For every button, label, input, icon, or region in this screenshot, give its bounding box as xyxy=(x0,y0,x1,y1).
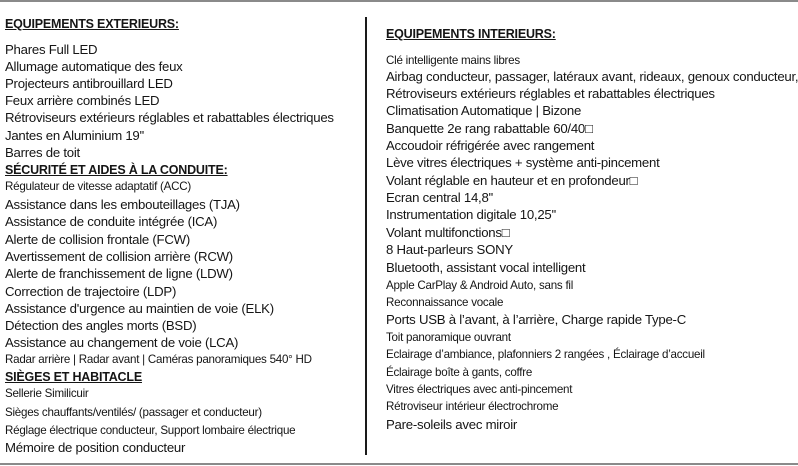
list-item: Vitres électriques avec anti-pincement xyxy=(386,383,573,396)
list-item: Mémoire de position conducteur xyxy=(5,440,186,455)
list-item: Assistance au changement de voie (LCA) xyxy=(5,335,239,350)
column-divider xyxy=(365,17,367,455)
list-item: Ports USB à l’avant, à l’arrière, Charge rapide Type-C xyxy=(386,312,686,327)
list-item: Volant réglable en hauteur et en profondeur□ xyxy=(386,173,638,188)
list-item: Climatisation Automatique | Bizone xyxy=(386,103,582,118)
list-item: Rétroviseurs extérieurs réglables et rabattables électriques xyxy=(5,110,334,125)
list-item: Assistance dans les embouteillages (TJA) xyxy=(5,197,240,212)
list-item: Pare-soleils avec miroir xyxy=(386,417,518,432)
list-item: Sièges chauffants/ventilés/ (passager et conducteur) xyxy=(5,406,262,419)
section-title-sieges: SIÈGES ET HABITACLE xyxy=(5,370,142,384)
top-border xyxy=(0,0,798,2)
list-item: Assistance d'urgence au maintien de voie (ELK) xyxy=(5,301,274,316)
list-item: Rétroviseurs extérieurs réglables et rabattables électriques xyxy=(386,86,715,101)
list-item: Rétroviseur intérieur électrochrome xyxy=(386,400,559,413)
section-title-exterieurs: EQUIPEMENTS EXTERIEURS: xyxy=(5,17,179,31)
list-item: Éclairage boîte à gants, coffre xyxy=(386,366,533,379)
list-item: Alerte de franchissement de ligne (LDW) xyxy=(5,266,233,281)
list-item: Reconnaissance vocale xyxy=(386,296,504,309)
list-item: Lève vitres électriques + système anti-pincement xyxy=(386,155,660,170)
list-item: Instrumentation digitale 10,25'' xyxy=(386,207,557,222)
list-item: Eclairage d’ambiance, plafonniers 2 rangées , Éclairage d’accueil xyxy=(386,348,705,361)
section-title-interieurs: EQUIPEMENTS INTERIEURS: xyxy=(386,27,556,41)
list-item: Barres de toit xyxy=(5,145,80,160)
list-item: Jantes en Aluminium 19'' xyxy=(5,128,145,143)
list-item: Phares Full LED xyxy=(5,42,98,57)
list-item: Ecran central 14,8'' xyxy=(386,190,494,205)
list-item: Feux arrière combinés LED xyxy=(5,93,160,108)
list-item: 8 Haut-parleurs SONY xyxy=(386,242,513,257)
list-item: Apple CarPlay & Android Auto, sans fil xyxy=(386,279,574,292)
list-item: Détection des angles morts (BSD) xyxy=(5,318,197,333)
list-item: Clé intelligente mains libres xyxy=(386,54,520,67)
list-item: Alerte de collision frontale (FCW) xyxy=(5,232,190,247)
list-item: Réglage électrique conducteur, Support lombaire électrique xyxy=(5,424,296,437)
list-item: Toit panoramique ouvrant xyxy=(386,331,511,344)
list-item: Volant multifonctions□ xyxy=(386,225,510,240)
list-item: Banquette 2e rang rabattable 60/40□ xyxy=(386,121,593,136)
section-title-securite: SÉCURITÉ ET AIDES À LA CONDUITE: xyxy=(5,163,228,177)
list-item: Assistance de conduite intégrée (ICA) xyxy=(5,214,218,229)
list-item: Accoudoir réfrigérée avec rangement xyxy=(386,138,595,153)
list-item: Allumage automatique des feux xyxy=(5,59,183,74)
list-item: Régulateur de vitesse adaptatif (ACC) xyxy=(5,180,192,193)
list-item: Airbag conducteur, passager, latéraux avant, rideaux, genoux conducteur, xyxy=(386,69,798,84)
list-item: Radar arrière | Radar avant | Caméras panoramiques 540° HD xyxy=(5,353,312,366)
bottom-border xyxy=(0,463,798,465)
list-item: Avertissement de collision arrière (RCW) xyxy=(5,249,233,264)
list-item: Bluetooth, assistant vocal intelligent xyxy=(386,260,586,275)
list-item: Correction de trajectoire (LDP) xyxy=(5,284,177,299)
list-item: Projecteurs antibrouillard LED xyxy=(5,76,173,91)
list-item: Sellerie Similicuir xyxy=(5,387,89,400)
